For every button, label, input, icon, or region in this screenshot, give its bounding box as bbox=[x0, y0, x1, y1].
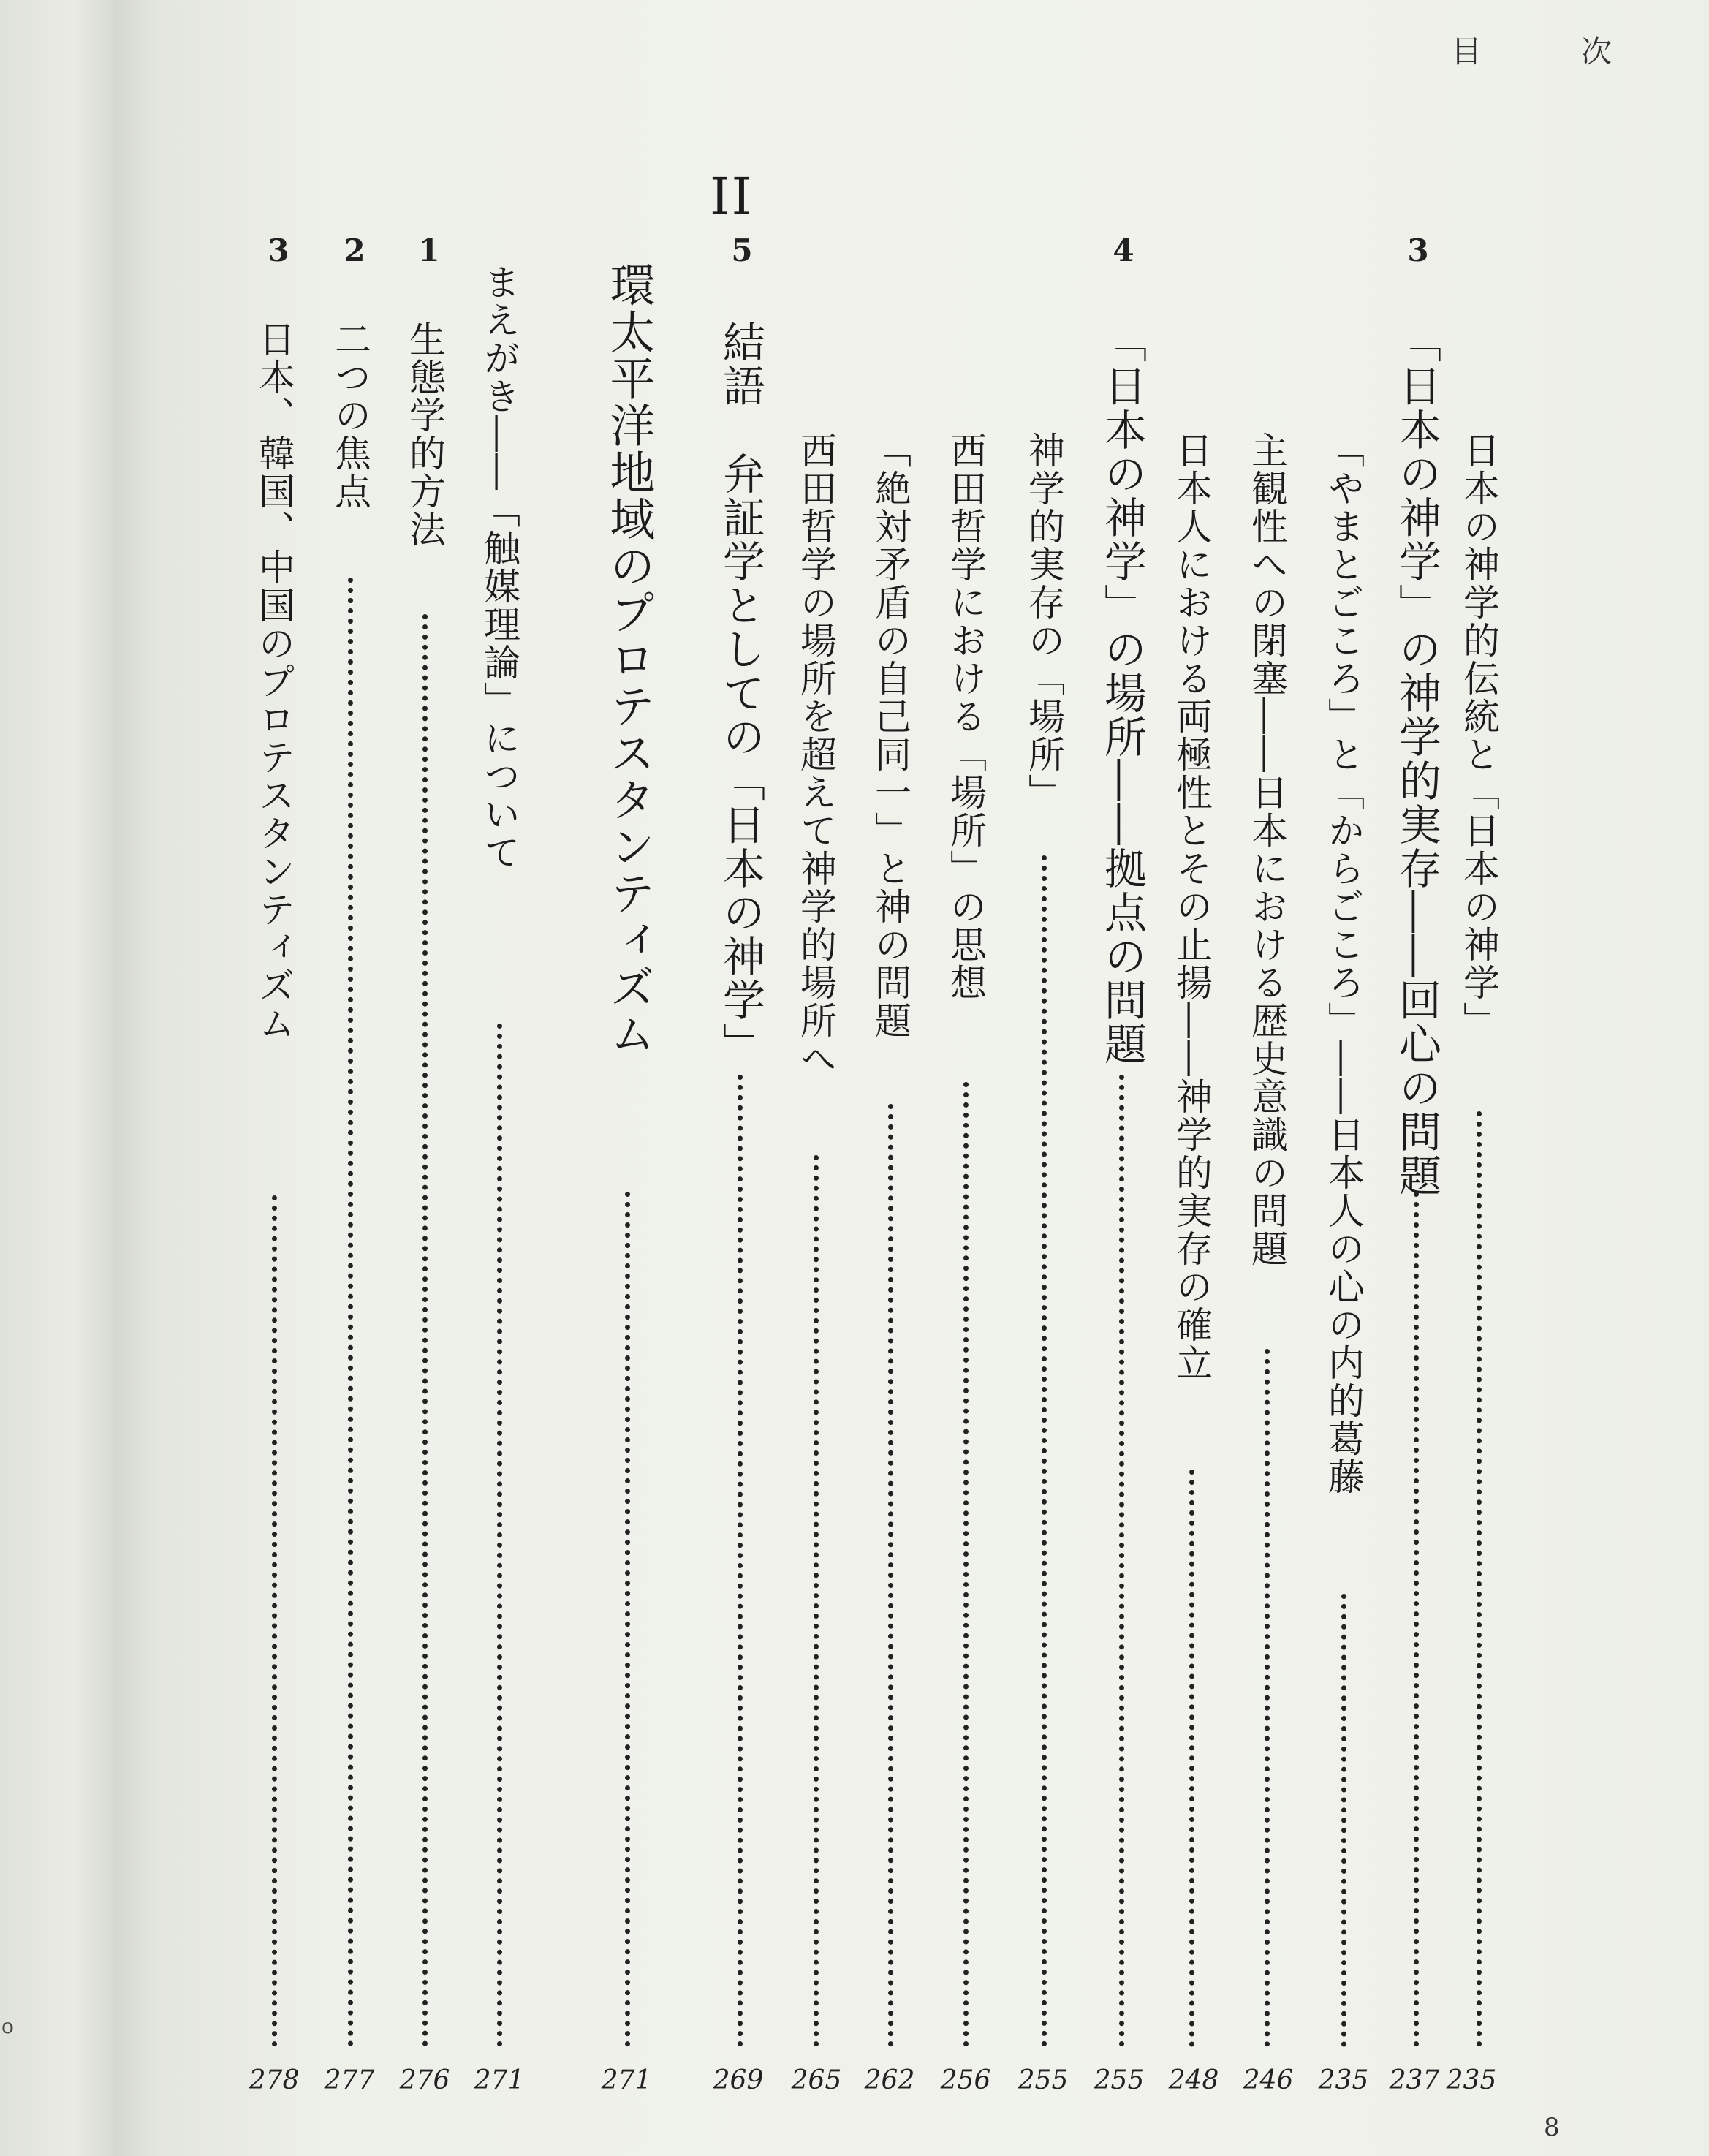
leader-dots bbox=[1265, 1349, 1270, 2047]
leader-dots bbox=[888, 1104, 893, 2047]
toc-entry-title: 日本、韓国、中国のプロテスタンティズム bbox=[253, 320, 295, 1043]
toc-entry-title: 主観性への閉塞――日本における歴史意識の問題 bbox=[1246, 431, 1288, 1268]
leader-dots bbox=[963, 1082, 969, 2047]
leader-dots bbox=[422, 614, 428, 2047]
leader-dots bbox=[1341, 1594, 1346, 2047]
toc-entry-page: 246 bbox=[1243, 2065, 1294, 2095]
toc-entry-page: 269 bbox=[713, 2065, 764, 2095]
toc-entry-page: 256 bbox=[940, 2065, 991, 2095]
toc-entry-title: 日本人における両極性とその止揚――神学的実存の確立 bbox=[1170, 431, 1213, 1382]
toc-entry-title: 西田哲学の場所を超えて神学的場所へ bbox=[795, 431, 837, 1078]
toc-entry-page: 265 bbox=[791, 2065, 842, 2095]
chapter-number: 4 bbox=[1113, 232, 1134, 268]
running-head bbox=[1451, 28, 1612, 72]
leader-dots bbox=[1119, 1075, 1124, 2047]
leader-dots bbox=[625, 1192, 630, 2047]
gutter-mark: o bbox=[1, 2014, 14, 2038]
chapter-number: 2 bbox=[344, 232, 365, 268]
toc-entry-page: 235 bbox=[1318, 2065, 1369, 2095]
leader-dots bbox=[1477, 1111, 1482, 2047]
chapter-number: 3 bbox=[1407, 232, 1429, 268]
toc-entry-title: 「日本の神学」の場所――拠点の問題 bbox=[1097, 320, 1147, 1066]
toc-entry-title: まえがき――「触媒理論」について bbox=[478, 263, 520, 871]
toc-entry-title: 「やまとごころ」と「からごころ」――日本人の心の内的葛藤 bbox=[1322, 431, 1365, 1496]
leader-dots bbox=[1414, 1192, 1419, 2047]
toc-entry-page: 255 bbox=[1094, 2065, 1145, 2095]
toc-entry-title: 生態学的方法 bbox=[403, 320, 446, 548]
leader-dots bbox=[814, 1155, 819, 2047]
toc-entry-title: 日本の神学的伝統と「日本の神学」 bbox=[1458, 431, 1500, 1040]
leader-dots bbox=[348, 578, 353, 2047]
running-head-char-2: 次 bbox=[1580, 34, 1612, 69]
toc-entry-title: 「日本の神学」の神学的実存――回心の問題 bbox=[1392, 320, 1441, 1198]
toc-entry-title: 「絶対矛盾の自己同一」と神の問題 bbox=[869, 431, 912, 1040]
toc-entry-title: 神学的実存の「場所」 bbox=[1023, 431, 1065, 812]
leader-dots bbox=[738, 1075, 743, 2047]
toc-entry-page: 255 bbox=[1018, 2065, 1069, 2095]
toc-entry-title: 結語 弁証学としての「日本の神学」 bbox=[716, 320, 765, 1066]
page-folio: 8 bbox=[1544, 2113, 1560, 2142]
book-gutter bbox=[0, 0, 113, 2156]
toc-entry-page: 271 bbox=[474, 2065, 525, 2095]
leader-dots bbox=[1189, 1470, 1194, 2047]
toc-page bbox=[113, 0, 1709, 2156]
chapter-number: 1 bbox=[418, 232, 440, 268]
toc-entry-page: 248 bbox=[1168, 2065, 1219, 2095]
toc-entry-page: 277 bbox=[324, 2065, 375, 2095]
chapter-number: 3 bbox=[268, 232, 289, 268]
toc-entry-page: 235 bbox=[1446, 2065, 1497, 2095]
toc-entry-page: 276 bbox=[399, 2065, 450, 2095]
part-number: II bbox=[710, 167, 754, 227]
toc-entry-title: 二つの焦点 bbox=[329, 320, 371, 510]
leader-dots bbox=[272, 1195, 277, 2047]
running-head-char-1: 目 bbox=[1451, 34, 1482, 69]
toc-entry-page: 278 bbox=[249, 2065, 300, 2095]
toc-entry-title: 西田哲学における「場所」の思想 bbox=[944, 431, 987, 1002]
toc-entry-page: 237 bbox=[1389, 2065, 1440, 2095]
leader-dots bbox=[497, 1024, 502, 2047]
chapter-number: 5 bbox=[731, 232, 753, 268]
toc-entry-page: 262 bbox=[864, 2065, 915, 2095]
toc-entry-page: 271 bbox=[601, 2065, 652, 2095]
part-title: 環太平洋地域のプロテスタンティズム bbox=[602, 262, 656, 1057]
leader-dots bbox=[1042, 855, 1047, 2047]
